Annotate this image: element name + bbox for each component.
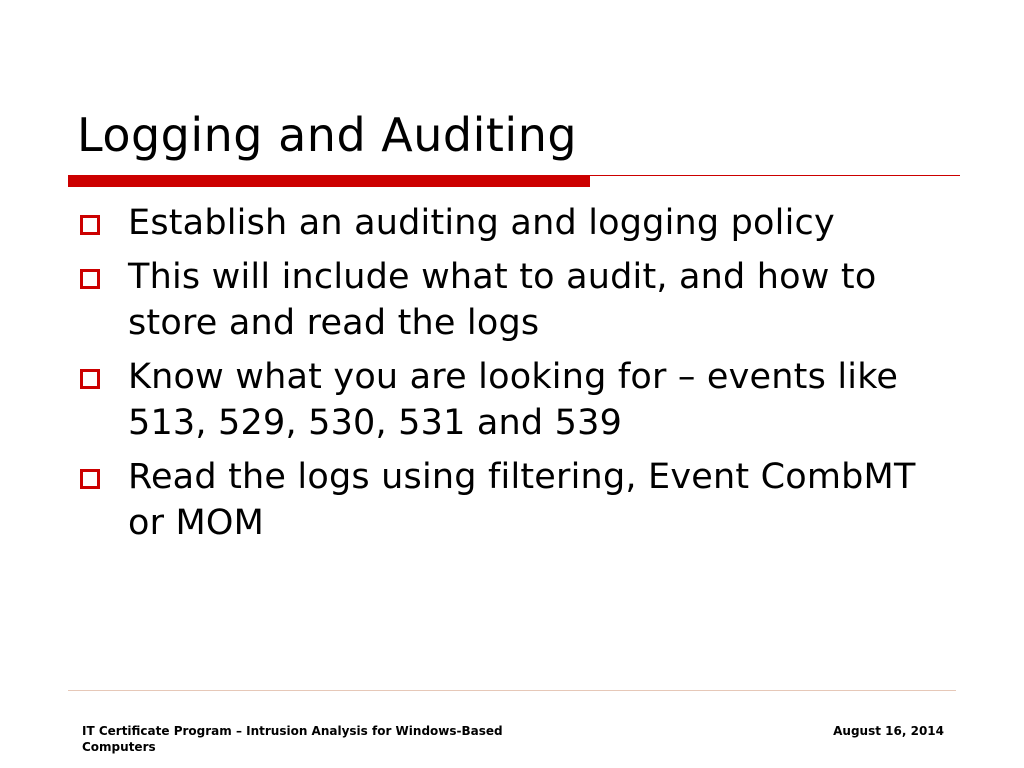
footer-divider [68, 690, 956, 691]
bullet-item [78, 254, 938, 346]
bullet-item [78, 354, 938, 446]
bullet-item [78, 200, 938, 246]
title-underline-thick [68, 175, 590, 187]
bullet-text: Know what you are looking for – events like 513, 529, 530, 531 and 539 [128, 357, 899, 443]
hollow-square-bullet-icon [80, 269, 100, 289]
footer-course-title: IT Certificate Program – Intrusion Analysis for Windows-Based Computers [82, 724, 503, 754]
bullet-text: Establish an auditing and logging policy [128, 203, 835, 243]
bullet-list [78, 200, 938, 554]
hollow-square-bullet-icon [80, 369, 100, 389]
title-underline-thin [590, 175, 960, 176]
bullet-text: This will include what to audit, and how to store and read the logs [128, 257, 877, 343]
bullet-item [78, 454, 938, 546]
hollow-square-bullet-icon [80, 469, 100, 489]
slide-title: Logging and Auditing [77, 108, 578, 162]
hollow-square-bullet-icon [80, 215, 100, 235]
footer-date: August 16, 2014 [833, 724, 944, 738]
bullet-text: Read the logs using filtering, Event CombMT or MOM [128, 457, 916, 543]
